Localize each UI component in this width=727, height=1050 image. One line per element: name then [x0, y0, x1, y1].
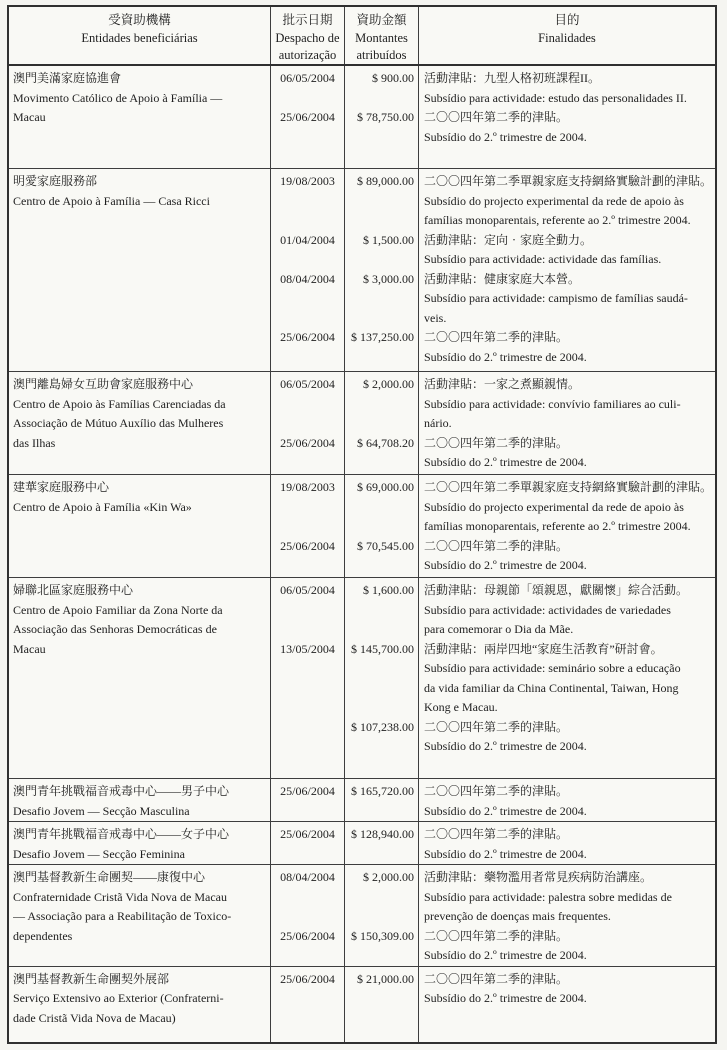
grant-amount: $ 145,700.00 — [345, 640, 419, 718]
purpose-line: Subsídio para actividade: actividade das famílias. — [424, 252, 662, 266]
grant-amount: $ 107,238.00 — [345, 718, 419, 779]
purpose-cell — [419, 108, 715, 168]
purpose-cell — [419, 967, 715, 1042]
purpose-line: famílias monoparentais, referente ao 2.º trimestre 2004. — [424, 519, 691, 533]
header-entities-pt: Entidades beneficiárias — [81, 30, 198, 45]
entity-cell — [9, 967, 271, 1042]
purpose-cell — [419, 537, 715, 578]
entity-cell — [9, 66, 271, 168]
grant-amount: $ 69,000.00 — [345, 475, 419, 537]
entity-line: dade Cristã Vida Nova de Macau) — [13, 1010, 176, 1025]
authorization-date: 25/06/2004 — [271, 108, 345, 168]
authorization-date: 25/06/2004 — [271, 537, 345, 578]
grant-amount: $ 128,940.00 — [345, 822, 419, 864]
authorization-date: 06/05/2004 — [271, 372, 345, 434]
authorization-date: 25/06/2004 — [271, 434, 345, 475]
purpose-line: Kong e Macau. — [424, 700, 498, 714]
entity-line: 澳門基督教新生命團契——康復中心 — [13, 870, 206, 884]
entity-line: Desafio Jovem — Secção Feminina — [13, 846, 185, 861]
purpose-line: 活動津貼：母親節「頌親恩，獻關懷」綜合活動。 — [424, 583, 689, 597]
purpose-line: 二〇〇四年第二季的津貼。 — [424, 928, 569, 943]
grant-entry — [271, 372, 715, 434]
authorization-date: 06/05/2004 — [271, 66, 345, 108]
header-col-amount — [345, 7, 419, 64]
authorization-date: 19/08/2003 — [271, 169, 345, 231]
authorization-date: 13/05/2004 — [271, 640, 345, 718]
authorization-date: 08/04/2004 — [271, 865, 345, 927]
grant-entry — [271, 108, 715, 168]
entity-line: Serviço Extensivo ao Exterior (Confraterni- — [13, 991, 224, 1005]
purpose-line: 活動津貼：藥物濫用者常見疾病防治講座。 — [424, 870, 653, 884]
purpose-line: 二〇〇四年第二季單親家庭支持網絡實驗計劃的津貼。 — [424, 174, 713, 188]
entity-line: Macau — [13, 641, 46, 656]
entity-cell — [9, 865, 271, 966]
purpose-line: 二〇〇四年第二季的津貼。 — [424, 784, 569, 798]
purpose-cell — [419, 718, 715, 779]
entity-line: Centro de Apoio às Famílias Carenciadas da — [13, 396, 226, 411]
purpose-line: 二〇〇四年第二季的津貼。 — [424, 330, 569, 344]
table-row — [9, 778, 715, 821]
entity-line: 澳門青年挑戰福音戒毒中心——女子中心 — [13, 827, 230, 841]
purpose-line: 二〇〇四年第二季單親家庭支持網絡實驗計劃的津貼。 — [424, 480, 713, 494]
row-entries — [271, 967, 715, 1042]
header-purpose-pt: Finalidades — [538, 30, 596, 45]
purpose-line: Subsídio do 2.º trimestre de 2004. — [424, 129, 587, 144]
purpose-cell — [419, 66, 715, 108]
grant-entry — [271, 718, 715, 779]
purpose-line: Subsídio do projecto experimental da rede de apoio às — [424, 193, 684, 208]
table-row — [9, 864, 715, 966]
row-entries — [271, 169, 715, 371]
purpose-line: famílias monoparentais, referente ao 2.º trimestre 2004. — [424, 213, 691, 227]
header-date-zh: 批示日期 — [282, 13, 333, 27]
purpose-line: Subsídio para actividade: convívio familiares ao culi- — [424, 396, 681, 411]
entity-line: — Associação para a Reabilitação de Toxico- — [13, 909, 232, 923]
header-amount-pt2: atribuídos — [356, 48, 407, 62]
authorization-date: 19/08/2003 — [271, 475, 345, 537]
grant-amount: $ 137,250.00 — [345, 328, 419, 371]
row-entries — [271, 578, 715, 778]
header-col-purpose — [419, 7, 715, 64]
entity-line: 澳門美滿家庭協進會 — [13, 71, 122, 85]
purpose-cell — [419, 640, 715, 718]
entity-cell — [9, 578, 271, 778]
authorization-date: 25/06/2004 — [271, 822, 345, 864]
entity-line: dependentes — [13, 928, 73, 943]
grant-entry — [271, 169, 715, 231]
purpose-cell — [419, 779, 715, 821]
grant-amount: $ 2,000.00 — [345, 865, 419, 927]
authorization-date: 08/04/2004 — [271, 270, 345, 329]
header-amount-zh: 資助金額 — [356, 13, 407, 27]
purpose-line: Subsídio do 2.º trimestre de 2004. — [424, 948, 587, 962]
header-entities-zh: 受資助機構 — [108, 13, 171, 27]
purpose-line: Subsídio do 2.º trimestre de 2004. — [424, 739, 587, 753]
entity-line: 婦聯北區家庭服務中心 — [13, 583, 134, 597]
purpose-line: 二〇〇四年第二季的津貼。 — [424, 971, 569, 986]
purpose-line: Subsídio para actividade: campismo de famílias saudá- — [424, 291, 688, 305]
purpose-line: da vida familiar da China Continental, Taiwan, Hong — [424, 680, 679, 695]
entity-line: Associação das Senhoras Democráticas de — [13, 622, 217, 636]
grant-entry — [271, 779, 715, 821]
purpose-line: Subsídio do 2.º trimestre de 2004. — [424, 803, 587, 818]
purpose-line: Subsídio para actividade: estudo das personalidades II. — [424, 90, 687, 105]
entity-cell — [9, 475, 271, 577]
purpose-line: Subsídio do 2.º trimestre de 2004. — [424, 349, 587, 364]
row-entries — [271, 865, 715, 966]
table-header — [9, 7, 715, 66]
authorization-date: 25/06/2004 — [271, 927, 345, 966]
entity-cell — [9, 372, 271, 474]
entity-line: das Ilhas — [13, 435, 56, 450]
purpose-cell — [419, 475, 715, 537]
grant-amount: $ 150,309.00 — [345, 927, 419, 966]
table-row — [9, 371, 715, 474]
table-row — [9, 474, 715, 577]
purpose-line: Subsídio do 2.º trimestre de 2004. — [424, 991, 587, 1005]
purpose-line: veis. — [424, 310, 447, 325]
header-date-pt1: Despacho de — [275, 30, 340, 45]
purpose-cell — [419, 434, 715, 475]
header-amount-pt1: Montantes — [355, 30, 408, 45]
grant-entry — [271, 231, 715, 270]
row-entries — [271, 66, 715, 168]
purpose-cell — [419, 822, 715, 864]
grant-entry — [271, 865, 715, 927]
grant-entry — [271, 328, 715, 371]
header-col-date — [271, 7, 345, 64]
purpose-line: 二〇〇四年第二季的津貼。 — [424, 110, 569, 124]
purpose-line: Subsídio do 2.º trimestre de 2004. — [424, 846, 587, 861]
authorization-date: 25/06/2004 — [271, 779, 345, 821]
purpose-line: 二〇〇四年第二季的津貼。 — [424, 538, 569, 553]
purpose-line: nário. — [424, 416, 452, 430]
table-body — [9, 66, 715, 1042]
purpose-cell — [419, 372, 715, 434]
purpose-cell — [419, 270, 715, 329]
entity-line: Centro de Apoio à Família — Casa Ricci — [13, 193, 210, 208]
entity-line: Centro de Apoio à Família «Kin Wa» — [13, 499, 192, 514]
grant-amount: $ 1,600.00 — [345, 578, 419, 640]
authorization-date — [271, 718, 345, 779]
entity-line: Associação de Mútuo Auxílio das Mulheres — [13, 416, 224, 430]
entity-cell — [9, 822, 271, 864]
grant-amount: $ 21,000.00 — [345, 967, 419, 1042]
entity-line: 澳門基督教新生命團契外展部 — [13, 971, 170, 986]
entity-line: Desafio Jovem — Secção Masculina — [13, 803, 190, 818]
purpose-cell — [419, 231, 715, 270]
entity-line: Confraternidade Cristã Vida Nova de Macau — [13, 889, 227, 904]
purpose-cell — [419, 865, 715, 927]
grant-amount: $ 89,000.00 — [345, 169, 419, 231]
grant-entry — [271, 537, 715, 578]
purpose-line: para comemorar o Dia da Mãe. — [424, 622, 574, 636]
grant-amount: $ 900.00 — [345, 66, 419, 108]
table-row — [9, 966, 715, 1042]
purpose-line: Subsídio para actividade: actividades de variedades — [424, 602, 671, 617]
entity-line: 明愛家庭服務部 — [13, 174, 98, 188]
header-purpose-zh: 目的 — [554, 13, 580, 27]
entity-cell — [9, 779, 271, 821]
grant-entry — [271, 967, 715, 1042]
grant-entry — [271, 270, 715, 329]
grant-entry — [271, 475, 715, 537]
purpose-cell — [419, 328, 715, 371]
grant-entry — [271, 66, 715, 108]
grant-entry — [271, 578, 715, 640]
grant-amount: $ 3,000.00 — [345, 270, 419, 329]
authorization-date: 01/04/2004 — [271, 231, 345, 270]
subsidy-table — [7, 5, 717, 1044]
purpose-line: 活動津貼：健康家庭大本營。 — [424, 271, 581, 286]
row-entries — [271, 822, 715, 864]
purpose-line: Subsídio para actividade: seminário sobre a educação — [424, 661, 681, 675]
authorization-date: 06/05/2004 — [271, 578, 345, 640]
purpose-cell — [419, 169, 715, 231]
purpose-line: 二〇〇四年第二季的津貼。 — [424, 435, 569, 450]
purpose-line: 活動津貼：九型人格初班課程II。 — [424, 71, 600, 85]
entity-cell — [9, 169, 271, 371]
table-row — [9, 168, 715, 371]
purpose-line: Subsídio para actividade: palestra sobre medidas de — [424, 889, 672, 904]
grant-amount: $ 1,500.00 — [345, 231, 419, 270]
entity-line: 澳門離島婦女互助會家庭服務中心 — [13, 377, 194, 391]
purpose-line: 活動津貼：定向‧家庭全動力。 — [424, 232, 593, 247]
table-row — [9, 577, 715, 778]
purpose-line: 二〇〇四年第二季的津貼。 — [424, 827, 569, 841]
grant-entry — [271, 822, 715, 864]
table-row — [9, 66, 715, 168]
entity-line: Centro de Apoio Familiar da Zona Norte da — [13, 602, 223, 617]
purpose-line: 活動津貼：兩岸四地“家庭生活教育”研討會。 — [424, 641, 663, 656]
purpose-line: Subsídio do 2.º trimestre de 2004. — [424, 558, 587, 572]
grant-amount: $ 165,720.00 — [345, 779, 419, 821]
row-entries — [271, 372, 715, 474]
grant-entry — [271, 927, 715, 966]
purpose-cell — [419, 578, 715, 640]
purpose-line: Subsídio do projecto experimental da rede de apoio às — [424, 499, 684, 514]
grant-amount: $ 78,750.00 — [345, 108, 419, 168]
grant-amount: $ 2,000.00 — [345, 372, 419, 434]
grant-entry — [271, 434, 715, 475]
row-entries — [271, 779, 715, 821]
header-col-entities — [9, 7, 271, 64]
authorization-date: 25/06/2004 — [271, 967, 345, 1042]
entity-line: Macau — [13, 110, 46, 124]
purpose-line: Subsídio do 2.º trimestre de 2004. — [424, 455, 587, 469]
grant-amount: $ 70,545.00 — [345, 537, 419, 578]
entity-line: 建華家庭服務中心 — [13, 480, 110, 494]
table-row — [9, 821, 715, 864]
grant-entry — [271, 640, 715, 718]
purpose-line: prevenção de doenças mais frequentes. — [424, 909, 611, 923]
purpose-line: 二〇〇四年第二季的津貼。 — [424, 719, 569, 734]
entity-line: 澳門青年挑戰福音戒毒中心——男子中心 — [13, 784, 230, 798]
grant-amount: $ 64,708.20 — [345, 434, 419, 475]
row-entries — [271, 475, 715, 577]
purpose-cell — [419, 927, 715, 966]
entity-line: Movimento Católico de Apoio à Família — — [13, 90, 223, 105]
purpose-line: 活動津貼：一家之煮顯親情。 — [424, 377, 581, 391]
authorization-date: 25/06/2004 — [271, 328, 345, 371]
header-date-pt2: autorização — [278, 48, 337, 62]
